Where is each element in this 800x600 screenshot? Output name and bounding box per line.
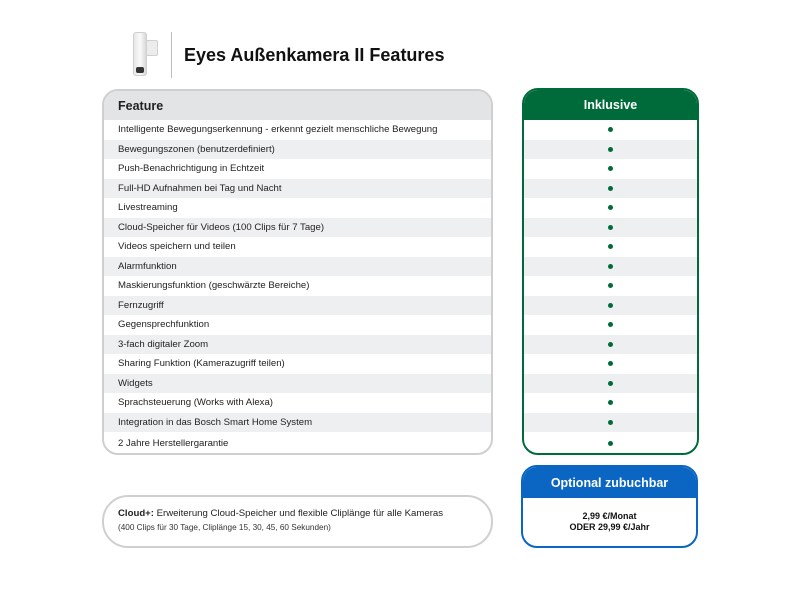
feature-row: Sprachsteuerung (Works with Alexa) <box>118 397 273 409</box>
inclusive-row <box>524 237 697 257</box>
inclusive-row <box>524 257 697 277</box>
included-dot-icon <box>608 361 613 366</box>
included-dot-icon <box>608 441 613 446</box>
inclusive-list <box>524 120 697 454</box>
feature-row: Livestreaming <box>118 202 178 214</box>
inclusive-row <box>524 335 697 355</box>
feature-row: Videos speichern und teilen <box>118 241 236 253</box>
inclusive-row <box>524 315 697 335</box>
cloud-plus-description <box>118 508 477 519</box>
header-divider <box>171 32 172 78</box>
included-dot-icon <box>608 127 613 132</box>
feature-row: Push-Benachrichtigung in Echtzeit <box>118 163 265 175</box>
inclusive-row <box>524 393 697 413</box>
cloud-plus-box <box>102 495 493 548</box>
included-dot-icon <box>608 244 613 249</box>
included-dot-icon <box>608 166 613 171</box>
feature-row: Cloud-Speicher für Videos (100 Clips für 7 Tage) <box>104 218 491 238</box>
feature-row: Alarmfunktion <box>104 257 491 277</box>
feature-list <box>104 120 491 454</box>
feature-table <box>102 89 493 455</box>
optional-header: Optional zubuchbar <box>523 467 696 498</box>
feature-row: Fernzugriff <box>104 296 491 316</box>
inclusive-row <box>524 179 697 199</box>
feature-row: Widgets <box>104 374 491 394</box>
included-dot-icon <box>608 205 613 210</box>
price-yearly: ODER 29,99 €/Jahr <box>569 522 650 532</box>
included-dot-icon <box>608 225 613 230</box>
included-dot-icon <box>608 186 613 191</box>
inclusive-row <box>524 218 697 238</box>
optional-price <box>523 498 696 533</box>
included-dot-icon <box>608 147 613 152</box>
included-dot-icon <box>608 342 613 347</box>
inclusive-column <box>522 88 699 455</box>
included-dot-icon <box>608 400 613 405</box>
cloud-plus-detail: (400 Clips für 30 Tage, Cliplänge 15, 30, 45, 60 Sekunden) <box>118 523 331 532</box>
inclusive-row <box>524 413 697 433</box>
feature-row: Bewegungszonen (benutzerdefiniert) <box>104 140 491 160</box>
feature-row: 3-fach digitaler Zoom <box>104 335 491 355</box>
included-dot-icon <box>608 264 613 269</box>
feature-column-header: Feature <box>104 91 491 120</box>
feature-row: Gegensprechfunktion <box>118 319 210 331</box>
feature-row: Maskierungsfunktion (geschwärzte Bereiche) <box>118 280 310 292</box>
optional-addon-box <box>521 465 698 548</box>
page-title: Eyes Außenkamera II Features <box>184 44 445 65</box>
inclusive-row <box>524 276 697 296</box>
page-header <box>125 30 444 80</box>
feature-row: Sharing Funktion (Kamerazugriff teilen) <box>118 358 285 370</box>
price-monthly: 2,99 €/Monat <box>582 511 637 521</box>
included-dot-icon <box>608 283 613 288</box>
cloud-plus-label: Cloud+: <box>118 508 154 519</box>
inclusive-row <box>524 140 697 160</box>
inclusive-column-header: Inklusive <box>524 90 697 120</box>
feature-row: Intelligente Bewegungserkennung - erkennt gezielt menschliche Bewegung <box>118 124 438 136</box>
included-dot-icon <box>608 381 613 386</box>
inclusive-row <box>524 120 697 140</box>
feature-row: 2 Jahre Herstellergarantie <box>118 437 229 449</box>
inclusive-row <box>524 296 697 316</box>
inclusive-row <box>524 432 697 454</box>
included-dot-icon <box>608 303 613 308</box>
inclusive-row <box>524 374 697 394</box>
cloud-plus-text: Erweiterung Cloud-Speicher und flexible Cliplänge für alle Kameras <box>153 508 444 519</box>
included-dot-icon <box>608 322 613 327</box>
included-dot-icon <box>608 420 613 425</box>
inclusive-row <box>524 159 697 179</box>
feature-row: Integration in das Bosch Smart Home System <box>104 413 491 433</box>
inclusive-row <box>524 198 697 218</box>
feature-row: Full-HD Aufnahmen bei Tag und Nacht <box>104 179 491 199</box>
camera-product-icon <box>125 30 165 80</box>
inclusive-row <box>524 354 697 374</box>
